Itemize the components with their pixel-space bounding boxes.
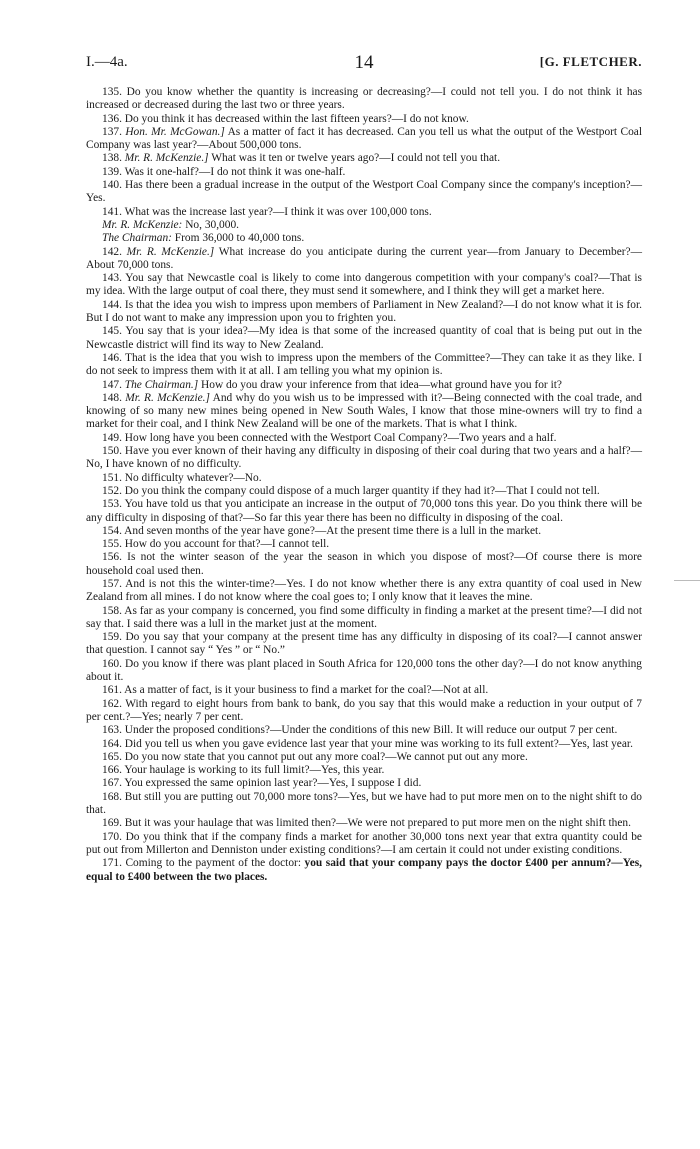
testimony-paragraph xyxy=(86,525,642,538)
scan-edge-mark xyxy=(674,580,700,581)
paragraph-text: 139. Was it one-half?—I do not think it was one-half. xyxy=(102,165,346,178)
paragraph-text: 158. As far as your company is concerned, you find some difficulty in finding a market at the present time?—I did not say that. I said there was a lull in the market just at the moment. xyxy=(86,604,642,630)
paragraph-text: 161. As a matter of fact, is it your business to find a market for the coal?—Not at all. xyxy=(102,684,489,697)
paragraph-text: 169. But it was your haulage that was limited then?—We were not prepared to put more men on the night shift then. xyxy=(102,817,631,830)
speaker-label: Mr. R. McKenzie: xyxy=(102,218,183,231)
paragraph-text: 164. Did you tell us when you gave evidence last year that your mine was working to its full extent?—Yes, last year. xyxy=(102,737,633,750)
testimony-paragraph xyxy=(86,392,642,432)
paragraph-text: No, 30,000. xyxy=(182,218,239,231)
testimony-paragraph xyxy=(86,472,642,485)
testimony-paragraph xyxy=(86,724,642,737)
testimony-paragraph xyxy=(86,751,642,764)
testimony-paragraph xyxy=(86,232,642,245)
testimony-paragraph xyxy=(86,857,642,884)
paragraph-text: 167. You expressed the same opinion last year?—Yes, I suppose I did. xyxy=(102,777,422,790)
testimony-paragraph xyxy=(86,246,642,273)
testimony-paragraph xyxy=(86,352,642,379)
paragraph-text: 146. That is the idea that you wish to impress upon the members of the Committee?—They can take it as they like. I do not seek to impress them with it at all. I am telling you what my opinion is. xyxy=(86,351,642,378)
testimony-paragraph xyxy=(86,445,642,472)
speaker-label: 137. Hon. Mr. McGowan.] xyxy=(102,125,225,138)
paragraph-text: 166. Your haulage is working to its full limit?—Yes, this year. xyxy=(102,764,385,777)
paragraph-text: 140. Has there been a gradual increase in the output of the Westport Coal Company since the company's inception?—Yes. xyxy=(86,179,642,205)
testimony-paragraph xyxy=(86,777,642,790)
paragraph-text: 171. Coming to the payment of the doctor: xyxy=(102,857,301,870)
testimony-paragraph xyxy=(86,299,642,326)
testimony-paragraph xyxy=(86,379,642,392)
page-header xyxy=(86,52,642,74)
testimony-paragraph xyxy=(86,219,642,232)
header-page-number: 14 xyxy=(354,52,374,73)
testimony-paragraph xyxy=(86,206,642,219)
speaker-label: 142. Mr. R. McKenzie.] xyxy=(102,245,215,258)
testimony-paragraph xyxy=(86,578,642,605)
paragraph-text: 145. You say that is your idea?—My idea is that some of the increased quantity of coal that is being put out in the Newcastle district will find its way to New Zealand. xyxy=(86,325,642,351)
paragraph-text: 141. What was the increase last year?—I think it was over 100,000 tons. xyxy=(102,205,432,218)
testimony-paragraph xyxy=(86,605,642,632)
paragraph-text: 136. Do you think it has decreased within the last fifteen years?—I do not know. xyxy=(102,112,469,125)
paragraph-text: 150. Have you ever known of their having any difficulty in disposing of their coal during that two years and a half?—No, I have known of no difficulty. xyxy=(86,445,642,471)
paragraph-text: 155. How do you account for that?—I cannot tell. xyxy=(102,538,330,551)
testimony-paragraph xyxy=(86,764,642,777)
testimony-paragraph xyxy=(86,166,642,179)
paragraph-text: 168. But still you are putting out 70,000 more tons?—Yes, but we have had to put more men on to the night shift to do that. xyxy=(86,790,642,817)
paragraph-text: 163. Under the proposed conditions?—Under the conditions of this new Bill. It will reduce our output 7 per cent. xyxy=(102,724,618,737)
paragraph-text: What was it ten or twelve years ago?—I could not tell you that. xyxy=(208,152,501,165)
paragraph-text: From 36,000 to 40,000 tons. xyxy=(171,232,305,245)
testimony-paragraph xyxy=(86,684,642,697)
paragraph-text: 143. You say that Newcastle coal is likely to come into dangerous competition with your company's coal?—That is my idea. With the large output of coal there, they must send it somewhere, and I think they will get a market here. xyxy=(86,272,642,298)
paragraph-text: 165. Do you now state that you cannot put out any more coal?—We cannot put out any more. xyxy=(102,750,528,763)
paragraph-text: 153. You have told us that you anticipate an increase in the output of 70,000 tons this year. Do you think there will be any difficulty in disposing of that?—So far this year there has been no difficulty in disposing of the coal. xyxy=(86,498,642,524)
testimony-paragraph xyxy=(86,126,642,153)
speaker-label: 147. The Chairman.] xyxy=(102,378,199,391)
testimony-paragraph xyxy=(86,325,642,352)
testimony-paragraph xyxy=(86,272,642,299)
testimony-paragraph xyxy=(86,432,642,445)
testimony-paragraph xyxy=(86,179,642,206)
testimony-paragraph xyxy=(86,113,642,126)
paragraph-text: As a matter of fact it has decreased. Can you tell us what the output of the Westport Coal Company was last year?—About 500,000 tons. xyxy=(86,125,642,152)
testimony-paragraph xyxy=(86,152,642,165)
paragraph-text: How do you draw your inference from that idea—what ground have you for it? xyxy=(198,378,562,391)
paragraph-text: 159. Do you say that your company at the present time has any difficulty in disposing of its coal?—I cannot answer that question. I cannot say “ Yes ” or “ No.” xyxy=(86,631,642,657)
testimony-paragraph xyxy=(86,698,642,725)
paragraph-text-bold: you said that your company pays the doctor £400 per annum?—Yes, equal to £400 between the two places. xyxy=(86,857,642,883)
paragraph-text: 170. Do you think that if the company finds a market for another 30,000 tons next year that extra quantity could be put out from Millerton and Denniston under existing conditions?—I am certain it could not under existing conditions. xyxy=(86,830,642,856)
testimony-body xyxy=(86,86,642,884)
speaker-label: The Chairman: xyxy=(102,232,172,245)
paragraph-text: And why do you wish us to be impressed with it?—Being connected with the coal trade, and knowing of so many new mines being opened in New South Wales, I know that those mine-owners will try to find a market for their coal, and I think New Zealand will be one of the markets. That is what I think. xyxy=(86,391,642,431)
testimony-paragraph xyxy=(86,498,642,525)
speaker-label: 148. Mr. R. McKenzie.] xyxy=(102,391,210,404)
testimony-paragraph xyxy=(86,817,642,830)
paragraph-text: 152. Do you think the company could dispose of a much larger quantity if they had it?—That I could not tell. xyxy=(102,484,600,497)
paragraph-text: 156. Is not the winter season of the year the season in which you dispose of most?—Of course there is more household coal used then. xyxy=(86,551,642,577)
paragraph-text: 135. Do you know whether the quantity is increasing or decreasing?—I could not tell you. I do not think it has increased or decreased during the last two or three years. xyxy=(86,86,642,112)
paragraph-text: 162. With regard to eight hours from bank to bank, do you say that this would make a reduction in your output of 7 per cent.?—Yes; nearly 7 per cent. xyxy=(86,697,642,723)
paragraph-text: 149. How long have you been connected with the Westport Coal Company?—Two years and a half. xyxy=(102,431,557,444)
speaker-label: 138. Mr. R. McKenzie.] xyxy=(102,152,209,165)
testimony-paragraph xyxy=(86,831,642,858)
header-document-reference: I.—4a. xyxy=(86,54,128,70)
paragraph-text: 157. And is not this the winter-time?—Yes. I do not know whether there is any extra quantity of coal used in New Zealand from all mines. I do not know where the coal goes to; I only know that it leaves the mine. xyxy=(86,577,642,604)
testimony-paragraph xyxy=(86,631,642,658)
testimony-paragraph xyxy=(86,791,642,818)
paragraph-text: What increase do you anticipate during the current year—from January to December?—About 70,000 tons. xyxy=(86,245,642,271)
paragraph-text: 160. Do you know if there was plant placed in South Africa for 120,000 tons the other day?—I do not know anything about it. xyxy=(86,657,642,684)
header-witness-name: [G. FLETCHER. xyxy=(539,54,642,69)
testimony-paragraph xyxy=(86,538,642,551)
paragraph-text: 144. Is that the idea you wish to impress upon members of Parliament in New Zealand?—I do not know what it is for. But I do not want to make any impression upon you to frighten you. xyxy=(86,298,642,325)
testimony-paragraph xyxy=(86,738,642,751)
paragraph-text: 154. And seven months of the year have gone?—At the present time there is a lull in the market. xyxy=(102,524,542,537)
testimony-paragraph xyxy=(86,86,642,113)
testimony-paragraph xyxy=(86,658,642,685)
testimony-paragraph xyxy=(86,551,642,578)
paragraph-text: 151. No difficulty whatever?—No. xyxy=(102,471,262,484)
testimony-paragraph xyxy=(86,485,642,498)
